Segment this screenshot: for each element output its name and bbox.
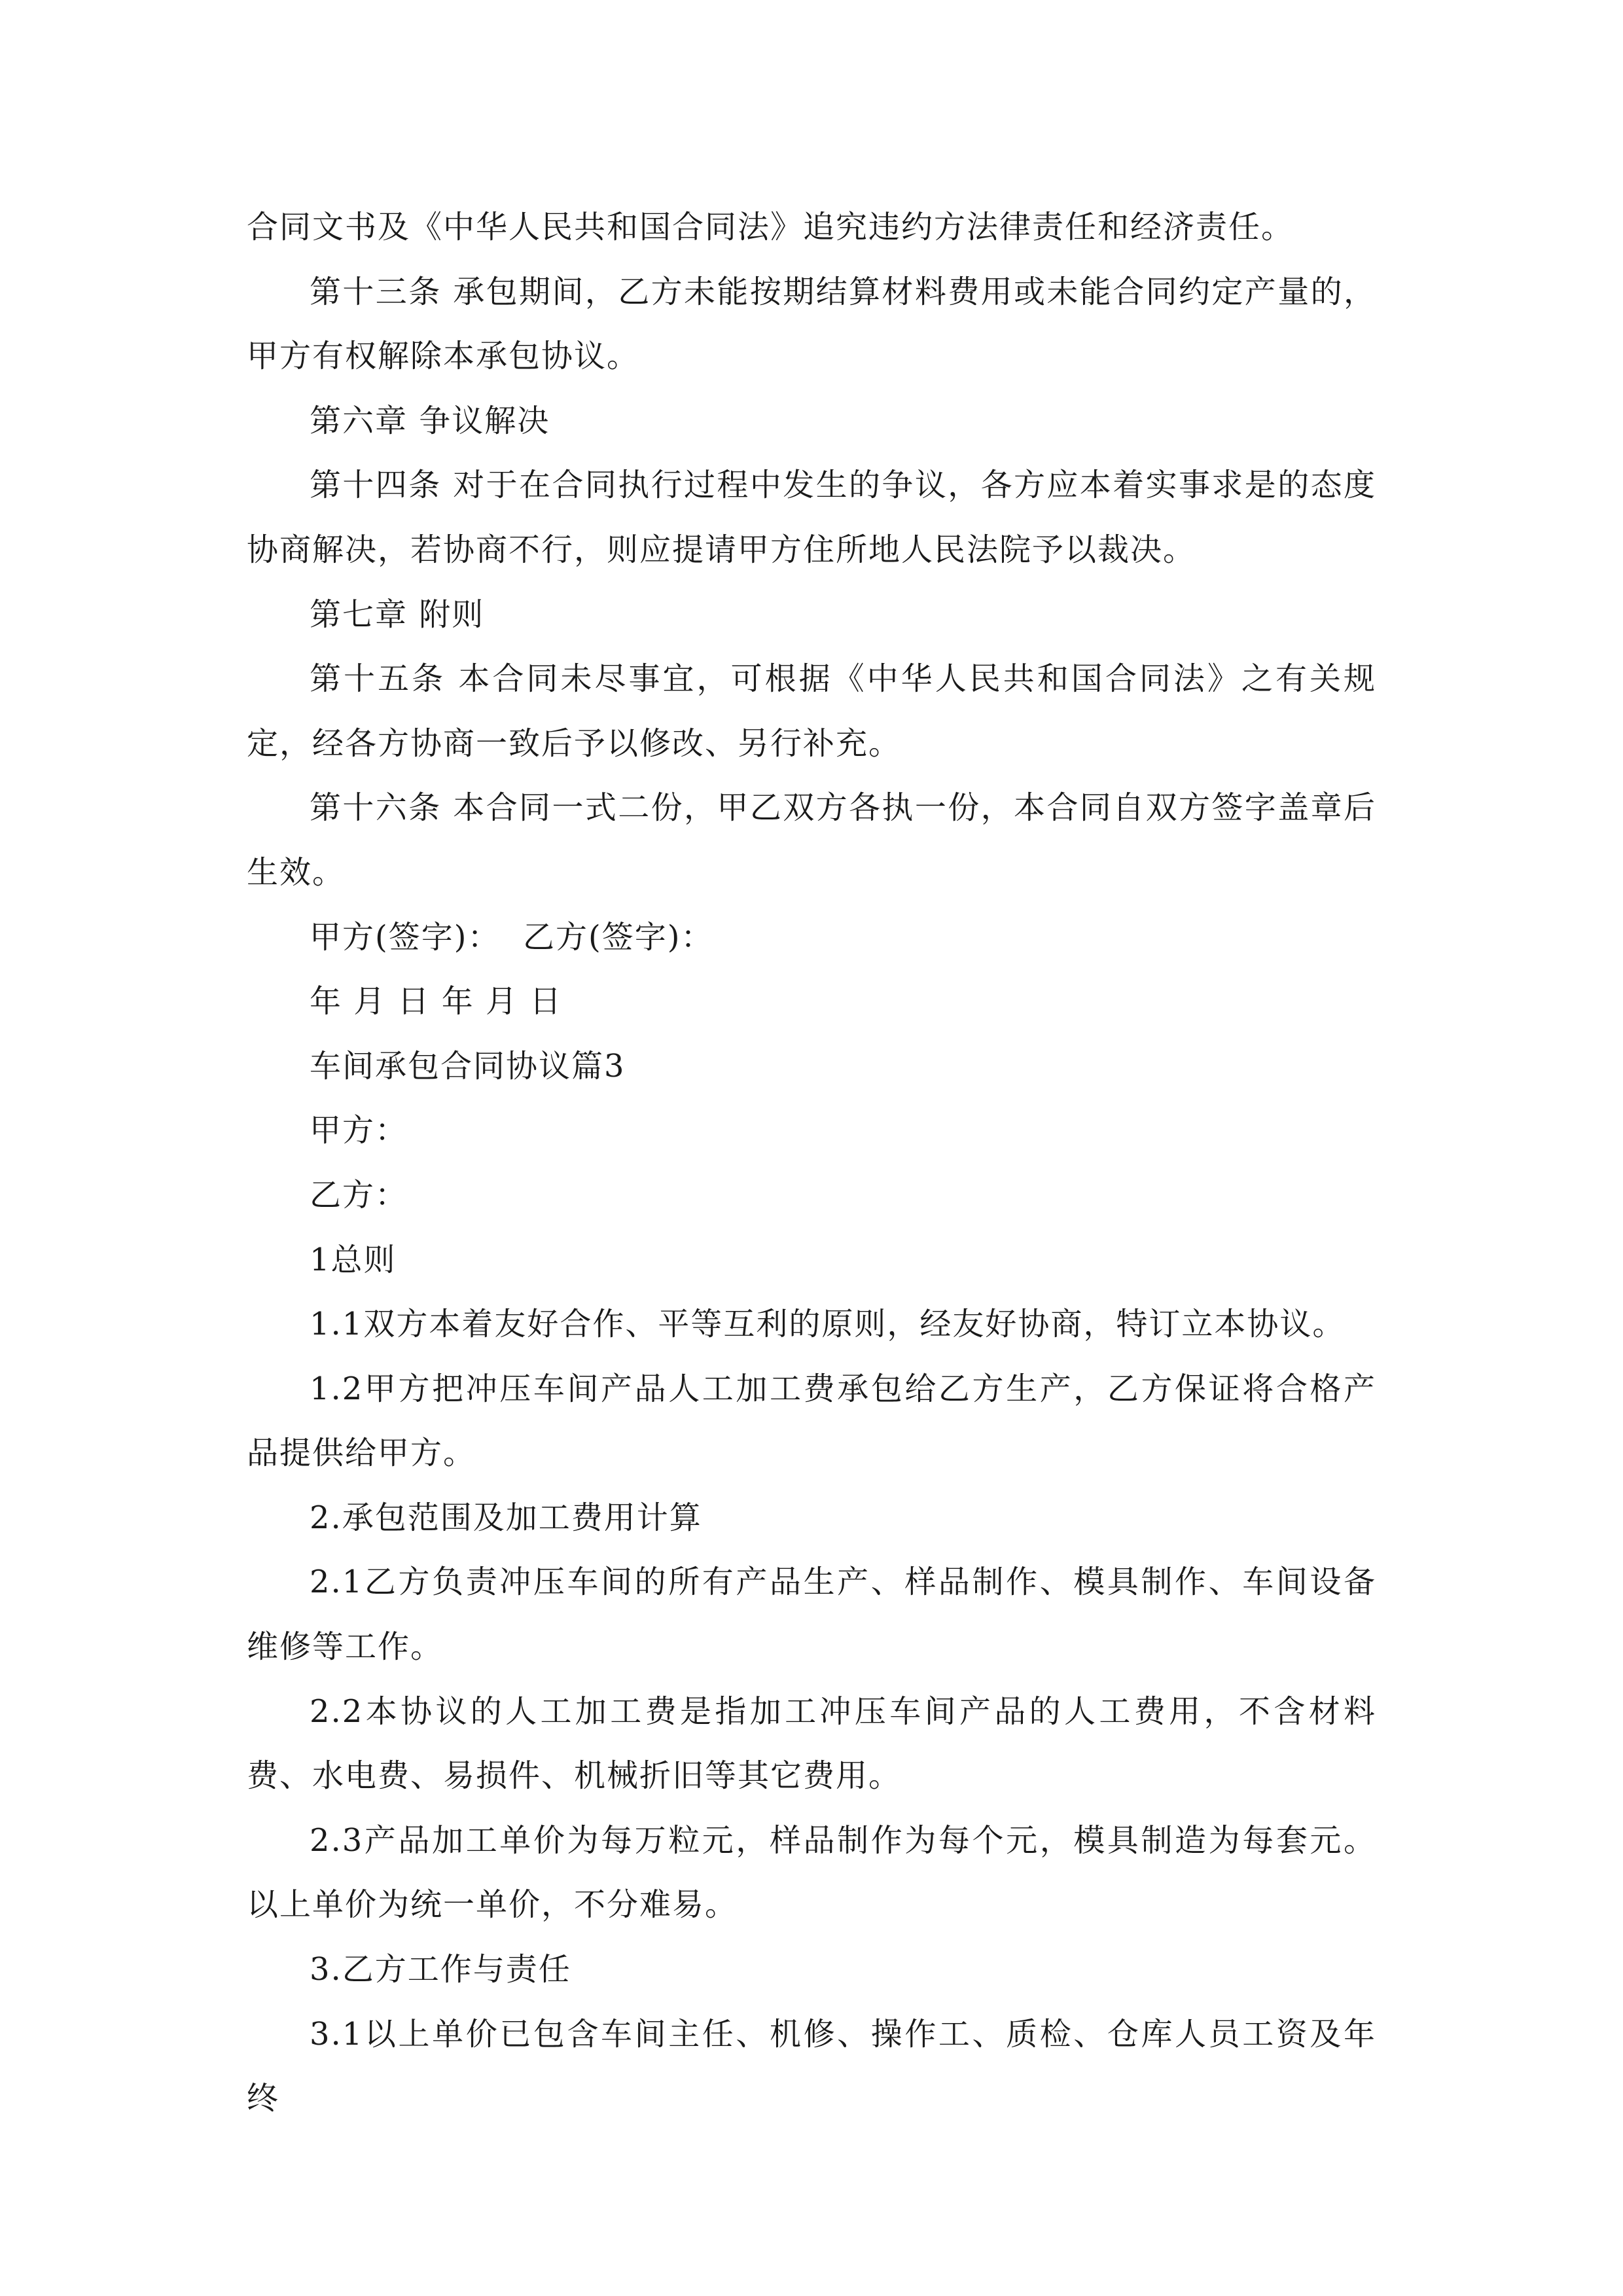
paragraph-1-1: 1.1双方本着友好合作、平等互利的原则，经友好协商，特订立本协议。: [310, 1306, 1346, 1343]
document-body: [247, 195, 1376, 2131]
paragraph-article-14: 第十四条 对于在合同执行过程中发生的争议，各方应本着实事求是的态度协商解决，若协商不行，则应提请甲方住所地人民法院予以裁决。: [247, 467, 1376, 568]
party-a-line: 甲方：: [310, 1112, 408, 1149]
paragraph-contract-liability: 合同文书及《中华人民共和国合同法》追究违约方法律责任和经济责任。: [247, 209, 1294, 245]
heading-chapter-6: 第六章 争议解决: [310, 402, 550, 439]
paragraph-2-2: 2.2本协议的人工加工费是指加工冲压车间产品的人工费用，不含材料费、水电费、易损件、机械折旧等其它费用。: [247, 1693, 1376, 1795]
paragraph-article-15: 第十五条 本合同未尽事宜，可根据《中华人民共和国合同法》之有关规定，经各方协商一致后予以修改、另行补充。: [247, 660, 1376, 762]
paragraph-2-1: 2.1乙方负责冲压车间的所有产品生产、样品制作、模具制作、车间设备维修等工作。: [247, 1564, 1376, 1666]
heading-chapter-7: 第七章 附则: [310, 596, 485, 633]
heading-section-1: 1总则: [310, 1241, 397, 1278]
paragraph-2-3: 2.3产品加工单价为每万粒元，样品制作为每个元，模具制造为每套元。以上单价为统一单价，不分难易。: [247, 1821, 1376, 1924]
signature-line: 甲方(签字)： 乙方(签字)：: [310, 918, 714, 956]
paragraph-3-1: 3.1以上单价已包含车间主任、机修、操作工、质检、仓库人员工资及年终: [247, 2015, 1376, 2117]
heading-section-2: 2.承包范围及加工费用计算: [310, 1499, 702, 1536]
heading-contract-3: 车间承包合同协议篇3: [310, 1047, 626, 1085]
heading-section-3: 3.乙方工作与责任: [310, 1951, 571, 1988]
party-b-line: 乙方：: [310, 1176, 408, 1213]
paragraph-1-2: 1.2甲方把冲压车间产品人工加工费承包给乙方生产，乙方保证将合格产品提供给甲方。: [247, 1370, 1376, 1472]
paragraph-article-16: 第十六条 本合同一式二份，甲乙双方各执一份，本合同自双方签字盖章后生效。: [247, 789, 1376, 891]
paragraph-article-13: 第十三条 承包期间，乙方未能按期结算材料费用或未能合同约定产量的，甲方有权解除本承包协议。: [247, 273, 1376, 375]
date-line: 年 月 日 年 月 日: [310, 983, 563, 1020]
